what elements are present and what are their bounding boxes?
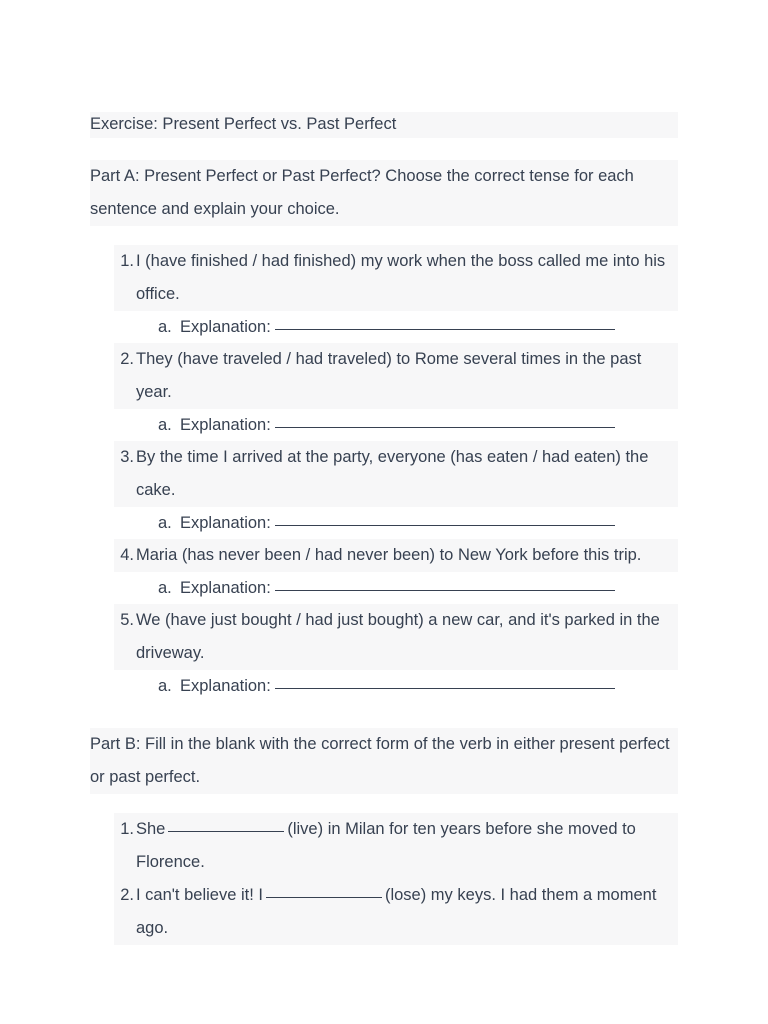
fill-in-blank[interactable] [266, 897, 382, 898]
question-number: 2. [120, 350, 134, 368]
explanation-blank[interactable] [275, 329, 615, 330]
question-text: Maria (has never been / had never been) to New York before this trip. [136, 546, 642, 564]
question-row [114, 604, 678, 670]
explanation-blank[interactable] [275, 590, 615, 591]
explanation-blank[interactable] [275, 427, 615, 428]
question-text-before: She [136, 820, 166, 838]
explanation-label: Explanation: [180, 514, 271, 532]
part-a-question [90, 604, 678, 702]
explanation-row [158, 670, 678, 702]
question-row [114, 539, 678, 572]
question-text: By the time I arrived at the party, everyone (has eaten / had eaten) the cake. [136, 448, 649, 499]
exercise-title: Exercise: Present Perfect vs. Past Perfect [90, 112, 678, 138]
question-text-after: (lose) my keys. I had them a moment ago. [136, 886, 657, 937]
sub-item-letter: a. [158, 318, 172, 336]
question-number: 5. [120, 611, 134, 629]
explanation-row [158, 311, 678, 343]
sub-item-letter: a. [158, 416, 172, 434]
sub-item-letter: a. [158, 677, 172, 695]
part-b-heading: Part B: Fill in the blank with the correct form of the verb in either present perfect or past perfect. [90, 728, 678, 794]
sub-item-letter: a. [158, 514, 172, 532]
question-row [114, 813, 678, 879]
explanation-blank[interactable] [275, 525, 615, 526]
explanation-row [158, 507, 678, 539]
explanation-blank[interactable] [275, 688, 615, 689]
explanation-row [158, 572, 678, 604]
part-a-question [90, 245, 678, 343]
question-number: 4. [120, 546, 134, 564]
question-text: We (have just bought / had just bought) a new car, and it's parked in the driveway. [136, 611, 660, 662]
explanation-row [158, 409, 678, 441]
part-b-question [90, 813, 678, 879]
part-b-question-list [90, 813, 678, 945]
question-text: They (have traveled / had traveled) to Rome several times in the past year. [136, 350, 642, 401]
question-number: 2. [120, 886, 134, 904]
question-text: I (have finished / had finished) my work when the boss called me into his office. [136, 252, 666, 303]
question-number: 1. [120, 820, 134, 838]
explanation-label: Explanation: [180, 318, 271, 336]
part-a-question [90, 441, 678, 539]
question-number: 1. [120, 252, 134, 270]
explanation-label: Explanation: [180, 677, 271, 695]
explanation-label: Explanation: [180, 416, 271, 434]
question-text-after: (live) in Milan for ten years before she moved to Florence. [136, 820, 636, 871]
question-row [114, 441, 678, 507]
question-row [114, 879, 678, 945]
exercise-document [90, 112, 678, 945]
part-b-question [90, 879, 678, 945]
fill-in-blank[interactable] [168, 831, 284, 832]
part-a-heading: Part A: Present Perfect or Past Perfect? Choose the correct tense for each sentence and explain your choice. [90, 160, 678, 226]
sub-item-letter: a. [158, 579, 172, 597]
question-text-before: I can't believe it! I [136, 886, 263, 904]
question-number: 3. [120, 448, 134, 466]
question-row [114, 343, 678, 409]
explanation-label: Explanation: [180, 579, 271, 597]
question-row [114, 245, 678, 311]
part-a-question [90, 539, 678, 604]
part-a-question-list [90, 245, 678, 702]
part-a-question [90, 343, 678, 441]
